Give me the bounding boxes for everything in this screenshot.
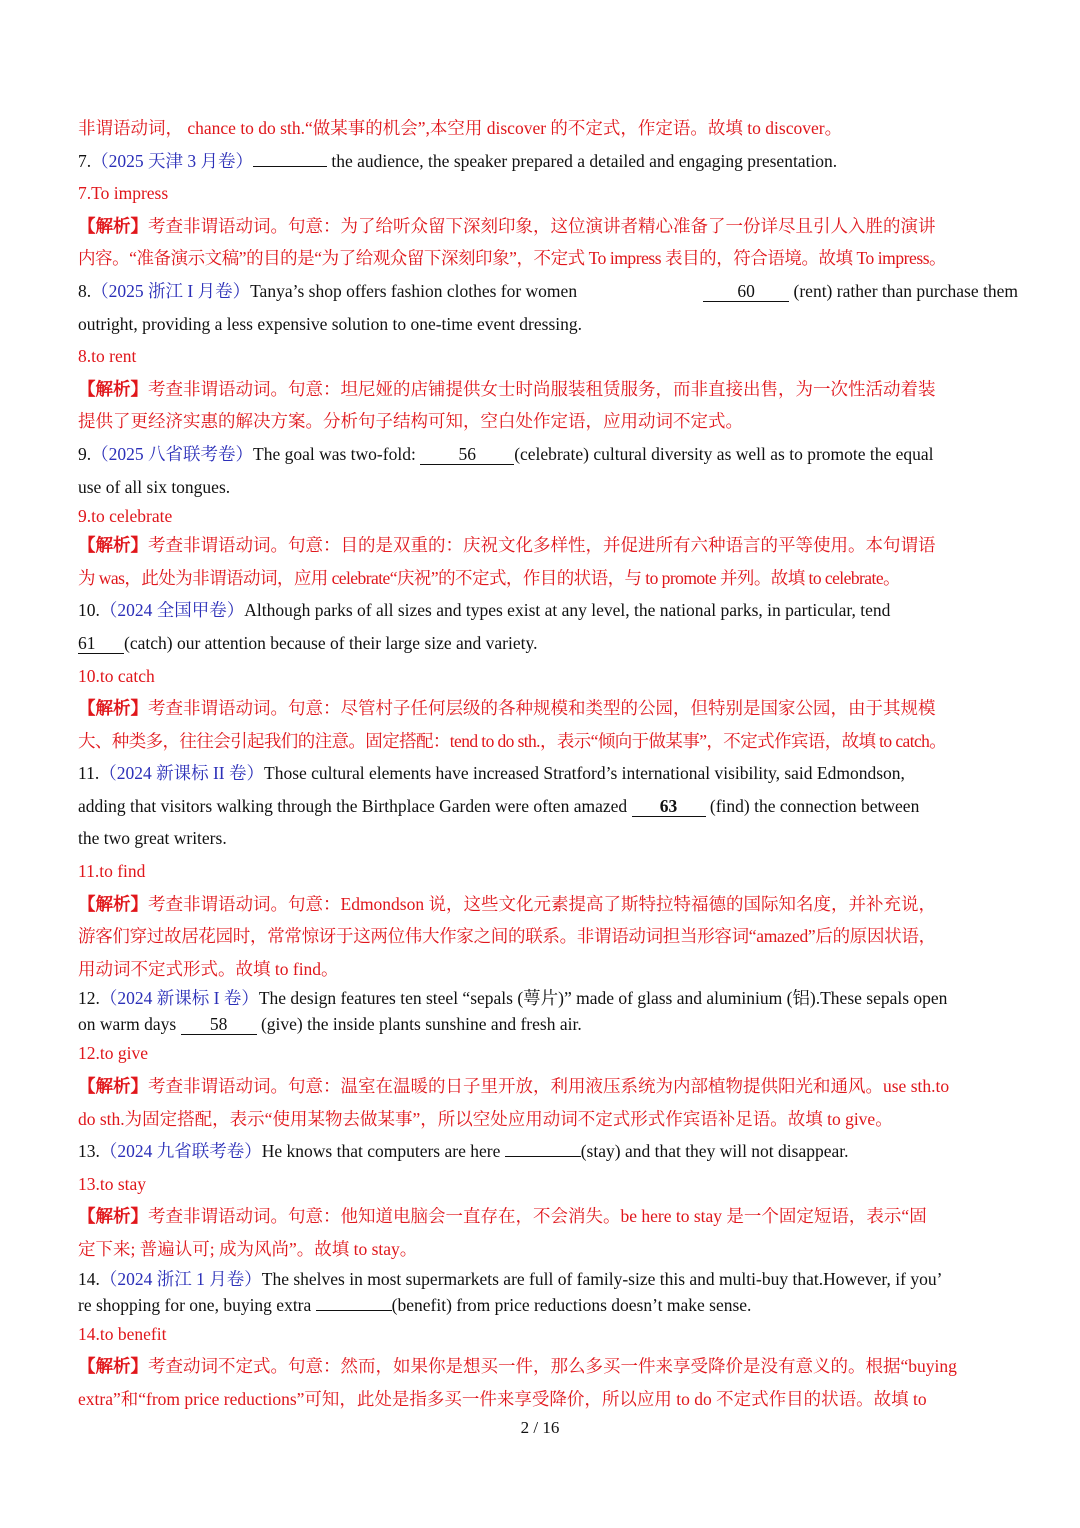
answer-blank bbox=[316, 1310, 392, 1311]
explanation-line: 为 was，此处为非谓语动词，应用 celebrate“庆祝”的不定式，作目的状语，与 to promote 并列。故填 to celebrate。 bbox=[78, 567, 900, 588]
question-number: 10. bbox=[78, 600, 100, 621]
explanation-line: 游客们穿过故居花园时，常常惊讶于这两位伟大作家之间的联系。非谓语动词担当形容词“amazed”后的原因状语， bbox=[78, 926, 936, 947]
question-text: Tanya’s shop offers fashion clothes for women bbox=[250, 280, 578, 301]
question-text: the audience, the speaker prepared a detailed and engaging presentation. bbox=[327, 150, 838, 171]
explanation-line: do sth.为固定搭配，表示“使用某物去做某事”，所以空处应用动词不定式形式作宾语补足语。故填 to give。 bbox=[78, 1108, 893, 1129]
question-number: 12. bbox=[78, 988, 100, 1009]
question-text: The goal was two-fold: bbox=[253, 443, 421, 464]
explanation-14 bbox=[78, 1350, 1018, 1383]
question-source: （2025 天津 3 月卷） bbox=[91, 150, 253, 171]
explanation-11 bbox=[78, 888, 1018, 921]
question-number: 7. bbox=[78, 150, 92, 171]
question-text: on warm days bbox=[78, 1014, 181, 1035]
explanation-tag: 【解析】 bbox=[78, 893, 148, 914]
answer-14: 14.to benefit bbox=[78, 1323, 167, 1344]
question-text: Those cultural elements have increased Stratford’s international visibility, said Edmondson, bbox=[264, 763, 905, 784]
explanation-line: 大、种类多，往往会引起我们的注意。固定搭配：tend to do sth.，表示“倾向于做某事”，不定式作宾语，故填 to catch。 bbox=[78, 730, 947, 751]
answer-blank: 63 bbox=[632, 796, 706, 817]
answer-11: 11.to find bbox=[78, 861, 146, 882]
question-text bbox=[78, 790, 1018, 823]
question-number: 11. bbox=[78, 763, 100, 784]
question-9 bbox=[78, 438, 1018, 471]
explanation-text: 考查动词不定式。句意：然而，如果你是想买一件，那么多买一件来享受降价是没有意义的。根据“buying bbox=[148, 1356, 957, 1377]
answer-10: 10.to catch bbox=[78, 665, 155, 686]
question-text: (celebrate) cultural diversity as well as to promote the equal bbox=[514, 443, 934, 464]
explanation-text: 考查非谓语动词。句意：尽管村子任何层级的各种规模和类型的公园，但特别是国家公园，由于其规模 bbox=[148, 698, 936, 719]
question-14 bbox=[78, 1266, 1018, 1292]
answer-blank: 56 bbox=[420, 444, 514, 465]
answer-13: 13.to stay bbox=[78, 1173, 147, 1194]
explanation-tag: 【解析】 bbox=[78, 378, 148, 399]
explanation-tag: 【解析】 bbox=[78, 535, 148, 556]
explanation-line: 提供了更经济实惠的解决方案。分析句子结构可知，空白处作定语，应用动词不定式。 bbox=[78, 411, 743, 432]
question-text: The shelves in most supermarkets are full of family-size this and multi-buy that.However, if you’ bbox=[261, 1268, 943, 1289]
answer-blank: 58 bbox=[181, 1014, 257, 1035]
explanation-text: 考查非谓语动词。句意：目的是双重的：庆祝文化多样性，并促进所有六种语言的平等使用。本句谓语 bbox=[148, 535, 936, 556]
question-text bbox=[78, 627, 1018, 660]
question-source: （2024 九省联考卷） bbox=[99, 1141, 262, 1162]
question-text: (catch) our attention because of their large size and variety. bbox=[124, 632, 538, 653]
question-text: use of all six tongues. bbox=[78, 476, 231, 497]
question-text: (stay) and that they will not disappear. bbox=[580, 1141, 849, 1162]
question-text bbox=[78, 1011, 1018, 1037]
explanation-13 bbox=[78, 1200, 1018, 1233]
question-12 bbox=[78, 985, 1018, 1011]
answer-blank: 60 bbox=[703, 281, 789, 302]
answer-7: 7.To impress bbox=[78, 183, 169, 204]
explanation-text: 考查非谓语动词。句意：Edmondson 说，这些文化元素提高了斯特拉特福德的国际知名度，并补充说， bbox=[148, 893, 936, 914]
question-text: outright, providing a less expensive solution to one-time event dressing. bbox=[78, 313, 583, 334]
question-source: （2024 新课标 I 卷） bbox=[99, 988, 259, 1009]
question-text: Although parks of all sizes and types exist at any level, the national parks, in particular, tend bbox=[244, 600, 891, 621]
question-number: 13. bbox=[78, 1141, 100, 1162]
question-number: 9. bbox=[78, 443, 92, 464]
explanation-line: 内容。“准备演示文稿”的目的是“为了给观众留下深刻印象”，不定式 To impress 表目的，符合语境。故填 To impress。 bbox=[78, 248, 947, 269]
answer-8: 8.to rent bbox=[78, 346, 137, 367]
question-text: (give) the inside plants sunshine and fresh air. bbox=[256, 1014, 582, 1035]
page-content bbox=[78, 112, 1018, 1415]
question-text bbox=[78, 1292, 1018, 1318]
explanation-text: 考查非谓语动词。句意：坦尼娅的店铺提供女士时尚服装租赁服务，而非直接出售，为一次性活动着装 bbox=[148, 378, 936, 399]
question-8 bbox=[78, 275, 1018, 308]
question-11 bbox=[78, 757, 1018, 790]
answer-12: 12.to give bbox=[78, 1043, 148, 1064]
answer-blank: 61 bbox=[78, 633, 124, 654]
explanation-text: 考查非谓语动词。句意：温室在温暖的日子里开放，利用液压系统为内部植物提供阳光和通风。use sth.to bbox=[148, 1076, 950, 1097]
answer-blank bbox=[505, 1156, 581, 1157]
question-text: the two great writers. bbox=[78, 828, 227, 849]
question-source: （2025 浙江 I 月卷） bbox=[91, 280, 251, 301]
explanation-line: extra”和“from price reductions”可知，此处是指多买一件来享受降价，所以应用 to do 不定式作目的状语。故填 to bbox=[78, 1388, 927, 1409]
question-13 bbox=[78, 1135, 1018, 1168]
question-7 bbox=[78, 145, 1018, 178]
question-source: （2024 全国甲卷） bbox=[99, 600, 245, 621]
explanation-line: 用动词不定式形式。故填 to find。 bbox=[78, 958, 339, 979]
explanation-tag: 【解析】 bbox=[78, 1206, 148, 1227]
explanation-line: 定下来; 普遍认可; 成为风尚”。故填 to stay。 bbox=[78, 1239, 418, 1259]
explanation-line: 非谓语动词， chance to do sth.“做某事的机会”,本空用 discover 的不定式，作定语。故填 to discover。 bbox=[78, 118, 843, 138]
question-text: He knows that computers are here bbox=[261, 1141, 505, 1162]
question-number: 8. bbox=[78, 280, 92, 301]
question-text: (find) the connection between bbox=[705, 795, 920, 816]
explanation-text: 考查非谓语动词。句意：他知道电脑会一直存在，不会消失。be here to stay 是一个固定短语，表示“固 bbox=[148, 1206, 927, 1227]
question-source: （2024 浙江 1 月卷） bbox=[99, 1268, 262, 1289]
explanation-10 bbox=[78, 692, 1018, 725]
question-text: The design features ten steel “sepals (萼片)” made of glass and aluminium (铝).These sepals open bbox=[258, 988, 948, 1009]
explanation-tag: 【解析】 bbox=[78, 215, 148, 236]
question-text: adding that visitors walking through the Birthplace Garden were often amazed bbox=[78, 795, 632, 816]
explanation-8 bbox=[78, 373, 1018, 406]
explanation-tag: 【解析】 bbox=[78, 1076, 148, 1097]
explanation-7 bbox=[78, 210, 1018, 243]
explanation-tag: 【解析】 bbox=[78, 1356, 148, 1377]
question-source: （2025 八省联考卷） bbox=[91, 443, 253, 464]
explanation-tag: 【解析】 bbox=[78, 698, 148, 719]
question-source: （2024 新课标 II 卷） bbox=[99, 763, 265, 784]
question-text: (rent) rather than purchase them bbox=[789, 280, 1018, 301]
question-text: (benefit) from price reductions doesn’t make sense. bbox=[391, 1294, 752, 1315]
explanation-9 bbox=[78, 529, 1018, 562]
question-text: re shopping for one, buying extra bbox=[78, 1294, 316, 1315]
question-10 bbox=[78, 594, 1018, 627]
page-number: 2 / 16 bbox=[520, 1418, 560, 1437]
answer-blank bbox=[253, 166, 327, 167]
explanation-12 bbox=[78, 1070, 1018, 1103]
question-number: 14. bbox=[78, 1268, 100, 1289]
answer-9: 9.to celebrate bbox=[78, 506, 173, 527]
explanation-text: 考查非谓语动词。句意：为了给听众留下深刻印象，这位演讲者精心准备了一份详尽且引人入胜的演讲 bbox=[148, 215, 936, 236]
